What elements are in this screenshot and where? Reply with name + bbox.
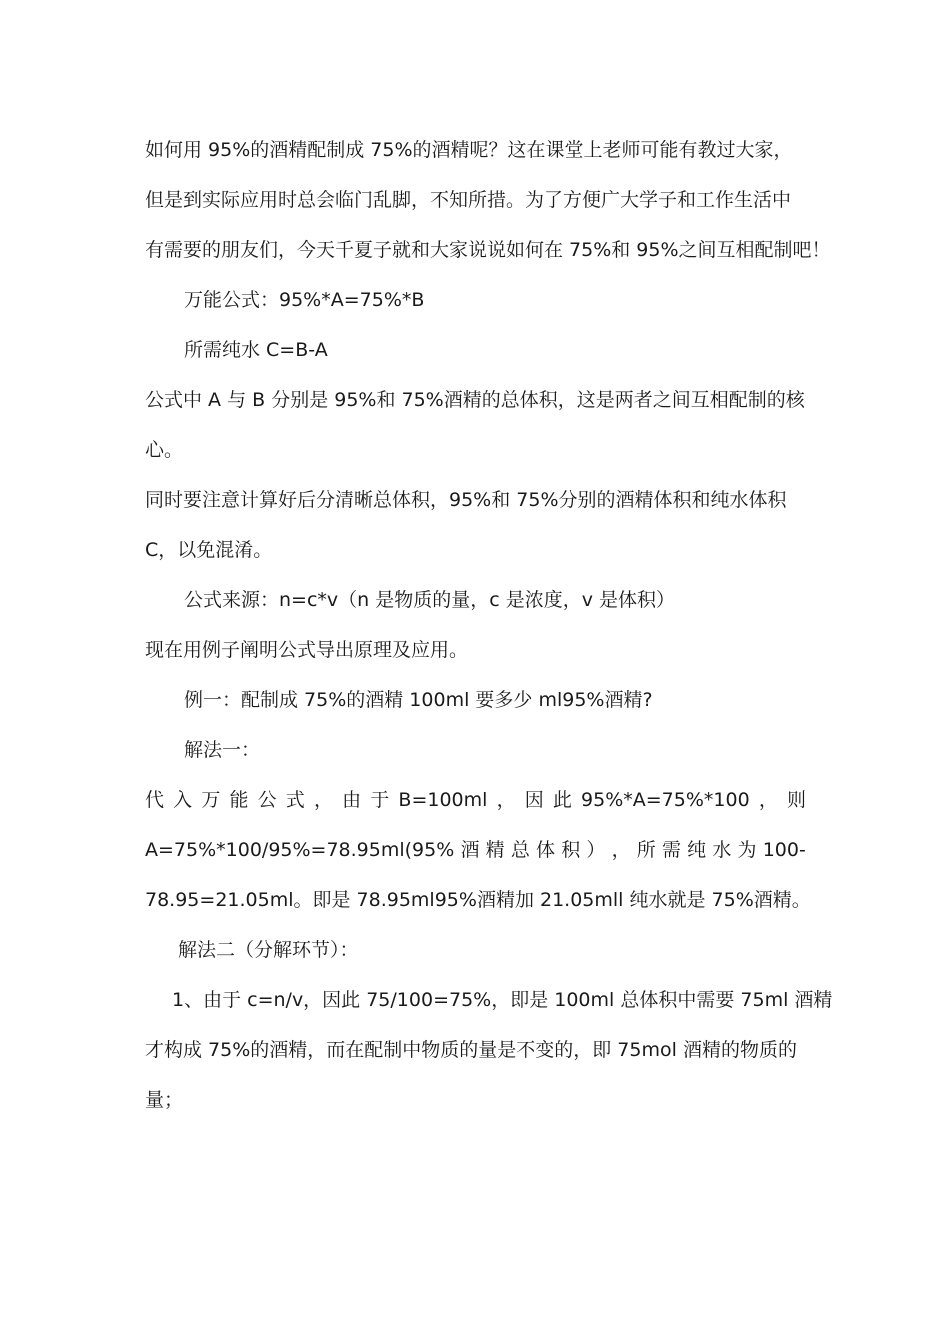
justified-word: ， bbox=[758, 789, 778, 811]
paragraph-line: 如何用 95%的酒精配制成 75%的酒精呢？这在课堂上老师可能有教过大家， bbox=[145, 139, 793, 161]
justified-word: 万 bbox=[201, 789, 221, 811]
formula-line: 所需纯水 C=B-A bbox=[184, 339, 328, 361]
justified-word: 入 bbox=[173, 789, 193, 811]
justified-word: A=75%*100/95%=78.95ml(95% bbox=[145, 839, 455, 861]
justified-word: 水 bbox=[712, 839, 732, 861]
justified-word: 所 bbox=[636, 839, 656, 861]
justified-word: 为 bbox=[737, 839, 757, 861]
justified-word: 总 bbox=[510, 839, 530, 861]
justified-word: 需 bbox=[661, 839, 681, 861]
formula-line: 万能公式：95%*A=75%*B bbox=[184, 289, 425, 311]
paragraph-line-justified bbox=[145, 787, 806, 813]
paragraph-line: 同时要注意计算好后分清晰总体积，95%和 75%分别的酒精体积和纯水体积 bbox=[145, 489, 787, 511]
justified-word: ， bbox=[611, 839, 631, 861]
paragraph-line: 有需要的朋友们，今天千夏子就和大家说说如何在 75%和 95%之间互相配制吧！ bbox=[145, 239, 831, 261]
paragraph-line: 但是到实际应用时总会临门乱脚，不知所措。为了方便广大学子和工作生活中 bbox=[145, 189, 792, 211]
justified-word: ， bbox=[496, 789, 516, 811]
paragraph-line: 公式来源：n=c*v（n 是物质的量，c 是浓度，v 是体积） bbox=[184, 589, 676, 611]
justified-word: 式 bbox=[285, 789, 305, 811]
justified-word: ， bbox=[313, 789, 333, 811]
justified-word: 于 bbox=[370, 789, 390, 811]
justified-word: ） bbox=[586, 839, 606, 861]
paragraph-line: 心。 bbox=[145, 439, 184, 461]
justified-word: 体 bbox=[536, 839, 556, 861]
justified-word: 纯 bbox=[687, 839, 707, 861]
paragraph-line-justified bbox=[145, 837, 806, 863]
paragraph-line: 1、由于 c=n/v，因此 75/100=75%，即是 100ml 总体积中需要 75ml 酒精 bbox=[172, 989, 833, 1011]
justified-word: 则 bbox=[786, 789, 806, 811]
justified-word: 酒 bbox=[460, 839, 480, 861]
justified-word: 代 bbox=[145, 789, 165, 811]
paragraph-line: C，以免混淆。 bbox=[145, 539, 273, 561]
justified-word: B=100ml bbox=[398, 789, 488, 811]
paragraph-line: 78.95=21.05ml。即是 78.95ml95%酒精加 21.05mll 纯水就是 75%酒精。 bbox=[145, 889, 811, 911]
paragraph-line: 公式中 A 与 B 分别是 95%和 75%酒精的总体积，这是两者之间互相配制的核 bbox=[145, 389, 805, 411]
paragraph-line: 才构成 75%的酒精，而在配制中物质的量是不变的，即 75mol 酒精的物质的 bbox=[145, 1039, 797, 1061]
paragraph-line: 现在用例子阐明公式导出原理及应用。 bbox=[145, 639, 469, 661]
justified-word: 因 bbox=[524, 789, 544, 811]
justified-word: 由 bbox=[342, 789, 362, 811]
justified-word: 精 bbox=[485, 839, 505, 861]
example-heading: 例一：配制成 75%的酒精 100ml 要多少 ml95%酒精? bbox=[184, 689, 653, 711]
justified-word: 此 bbox=[552, 789, 572, 811]
justified-word: 95%*A=75%*100 bbox=[581, 789, 750, 811]
justified-word: 积 bbox=[561, 839, 581, 861]
justified-word: 能 bbox=[229, 789, 249, 811]
justified-word: 公 bbox=[257, 789, 277, 811]
solution-heading: 解法一： bbox=[184, 739, 261, 761]
solution-heading: 解法二（分解环节）： bbox=[178, 939, 359, 961]
justified-word: 100- bbox=[762, 839, 806, 861]
paragraph-line: 量； bbox=[145, 1089, 184, 1111]
